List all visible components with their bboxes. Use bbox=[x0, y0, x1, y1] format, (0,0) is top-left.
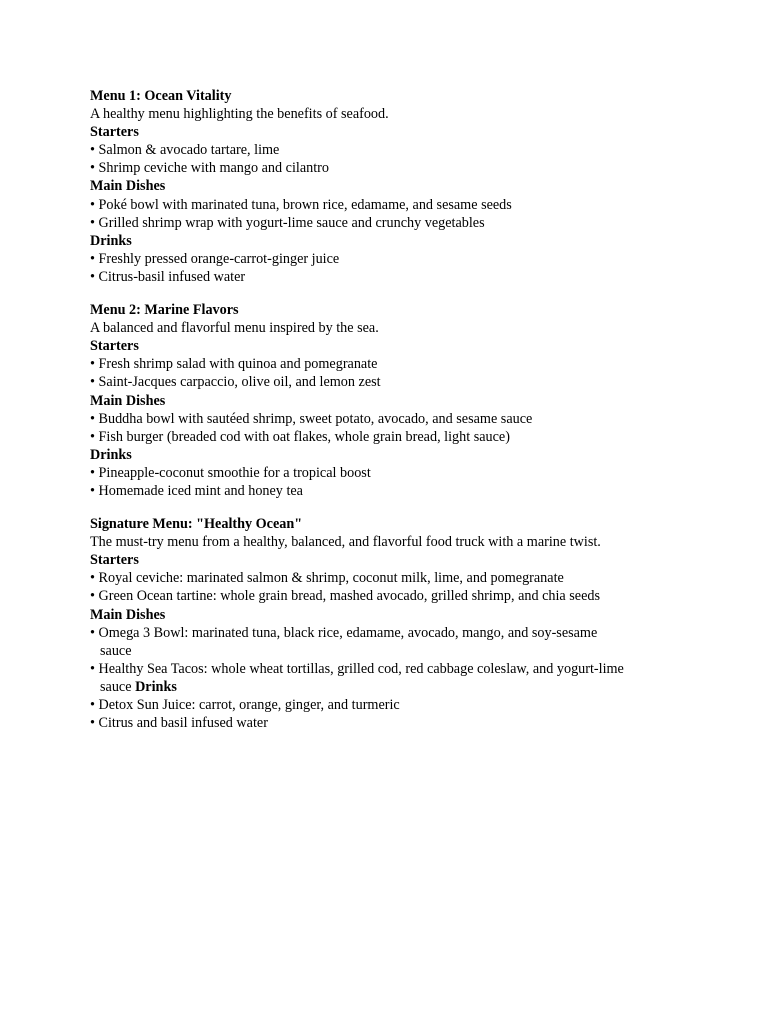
menu-1-starters-heading: Starters bbox=[90, 124, 139, 141]
menu-2-starter-item: • Saint-Jacques carpaccio, olive oil, and lemon zest bbox=[90, 374, 381, 391]
menu-1-title: Menu 1: Ocean Vitality bbox=[90, 88, 232, 104]
signature-drink-item: • Citrus and basil infused water bbox=[90, 715, 268, 732]
menu-2-main-item: • Buddha bowl with sautéed shrimp, sweet potato, avocado, and sesame sauce bbox=[90, 410, 533, 427]
section-spacer bbox=[90, 500, 690, 515]
signature-main-item-line bbox=[90, 678, 690, 696]
menu-1-description: A healthy menu highlighting the benefits of seafood. bbox=[90, 106, 389, 123]
section-spacer bbox=[90, 286, 690, 301]
menu-1-section bbox=[90, 87, 690, 286]
signature-drink-item: • Detox Sun Juice: carrot, orange, ginger, and turmeric bbox=[90, 697, 400, 713]
signature-main-item-line: • Healthy Sea Tacos: whole wheat tortillas, grilled cod, red cabbage coleslaw, and yogurt-lime bbox=[90, 660, 624, 677]
menu-1-drink-item: • Citrus-basil infused water bbox=[90, 268, 246, 285]
signature-menu-title: Signature Menu: "Healthy Ocean" bbox=[90, 516, 303, 533]
menu-2-section bbox=[90, 301, 690, 500]
menu-2-mains-heading: Main Dishes bbox=[90, 392, 166, 409]
signature-main-item-line: sauce bbox=[100, 642, 132, 659]
menu-1-drink-item: • Freshly pressed orange-carrot-ginger juice bbox=[90, 250, 340, 267]
signature-main-item bbox=[90, 624, 690, 660]
menu-2-main-item: • Fish burger (breaded cod with oat flakes, whole grain bread, light sauce) bbox=[90, 428, 510, 445]
signature-drinks-heading: Drinks bbox=[135, 678, 177, 695]
signature-main-item-line: • Omega 3 Bowl: marinated tuna, black rice, edamame, avocado, mango, and soy-sesame bbox=[90, 624, 598, 641]
menu-2-drinks-heading: Drinks bbox=[90, 446, 132, 463]
menu-1-starter-item: • Shrimp ceviche with mango and cilantro bbox=[90, 160, 329, 177]
menu-2-starter-item: • Fresh shrimp salad with quinoa and pomegranate bbox=[90, 356, 378, 373]
menu-2-title: Menu 2: Marine Flavors bbox=[90, 302, 239, 319]
menu-1-main-item: • Grilled shrimp wrap with yogurt-lime sauce and crunchy vegetables bbox=[90, 214, 485, 231]
menu-2-drink-item: • Homemade iced mint and honey tea bbox=[90, 482, 303, 499]
signature-mains-heading: Main Dishes bbox=[90, 606, 166, 623]
signature-menu-description: The must-try menu from a healthy, balanced, and flavorful food truck with a marine twist. bbox=[90, 534, 601, 551]
signature-main-item bbox=[90, 660, 690, 696]
menu-1-drinks-heading: Drinks bbox=[90, 232, 132, 249]
menu-1-starter-item: • Salmon & avocado tartare, lime bbox=[90, 142, 280, 159]
menu-2-description: A balanced and flavorful menu inspired by the sea. bbox=[90, 320, 379, 337]
document-page bbox=[90, 87, 690, 732]
menu-1-main-item: • Poké bowl with marinated tuna, brown rice, edamame, and sesame seeds bbox=[90, 196, 512, 213]
menu-1-mains-heading: Main Dishes bbox=[90, 178, 166, 195]
signature-starter-item: • Royal ceviche: marinated salmon & shrimp, coconut milk, lime, and pomegranate bbox=[90, 570, 564, 587]
menu-2-starters-heading: Starters bbox=[90, 338, 139, 355]
signature-menu-section bbox=[90, 515, 690, 732]
menu-2-drink-item: • Pineapple-coconut smoothie for a tropical boost bbox=[90, 464, 371, 481]
signature-starters-heading: Starters bbox=[90, 552, 139, 569]
signature-main-item-line-end: sauce bbox=[100, 678, 132, 695]
signature-starter-item: • Green Ocean tartine: whole grain bread, mashed avocado, grilled shrimp, and chia seeds bbox=[90, 588, 601, 605]
